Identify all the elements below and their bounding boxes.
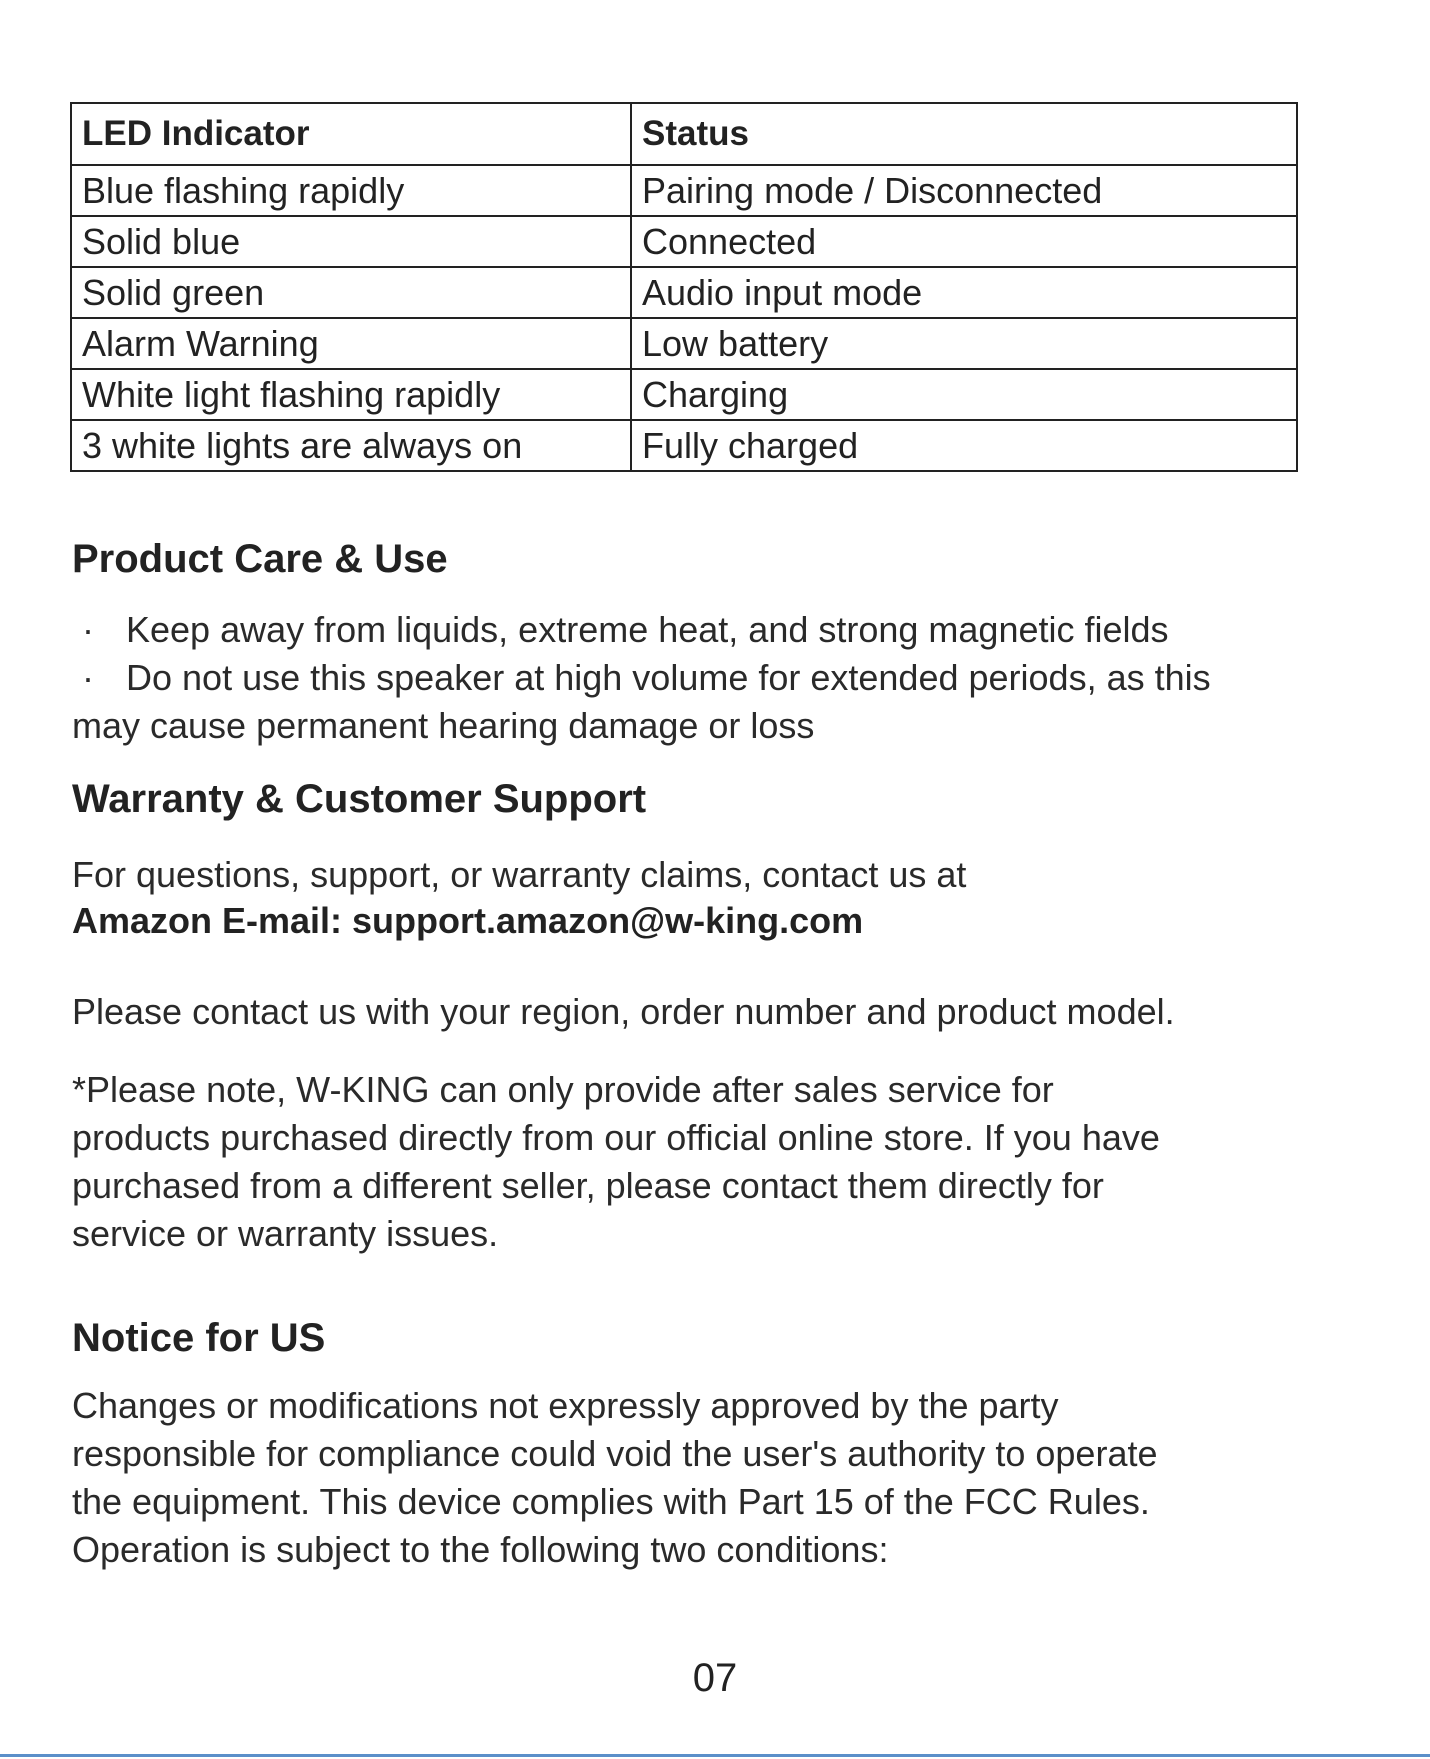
table-row <box>71 165 1297 216</box>
warranty-contact <box>72 852 1372 944</box>
status-cell: Audio input mode <box>631 267 1297 318</box>
warranty-heading: Warranty & Customer Support <box>72 777 647 821</box>
notice-line: Operation is subject to the following two conditions: <box>72 1529 889 1570</box>
led-indicator-cell: Alarm Warning <box>71 318 631 369</box>
bullet-icon: · <box>82 609 94 650</box>
led-indicator-table <box>70 102 1298 472</box>
status-cell: Fully charged <box>631 420 1297 471</box>
support-email: Amazon E-mail: support.amazon@w-king.com <box>72 900 864 941</box>
page-number: 07 <box>692 1656 738 1700</box>
table-row <box>71 318 1297 369</box>
contact-note: Please contact us with your region, order number and product model. <box>72 991 1175 1032</box>
product-care-heading: Product Care & Use <box>72 537 448 581</box>
table-row <box>71 267 1297 318</box>
status-cell: Pairing mode / Disconnected <box>631 165 1297 216</box>
bullet-text: Keep away from liquids, extreme heat, and strong magnetic fields <box>126 609 1169 650</box>
header-led-indicator: LED Indicator <box>71 103 631 165</box>
notice-line: responsible for compliance could void the user's authority to operate <box>72 1433 1158 1474</box>
bullet-continuation: may cause permanent hearing damage or loss <box>72 705 815 746</box>
notice-line: Changes or modifications not expressly approved by the party <box>72 1385 1059 1426</box>
bullet-text: Do not use this speaker at high volume for extended periods, as this <box>126 657 1211 698</box>
table-row <box>71 420 1297 471</box>
notice-heading: Notice for US <box>72 1316 326 1360</box>
product-care-list <box>72 606 1372 750</box>
led-indicator-cell: 3 white lights are always on <box>71 420 631 471</box>
table-row <box>71 216 1297 267</box>
notice-line: the equipment. This device complies with Part 15 of the FCC Rules. <box>72 1481 1150 1522</box>
note-line: purchased from a different seller, please contact them directly for <box>72 1165 1104 1206</box>
table-row <box>71 369 1297 420</box>
bottom-divider <box>0 1754 1430 1757</box>
list-item <box>72 654 1372 702</box>
list-item <box>72 606 1372 654</box>
led-indicator-cell: Solid green <box>71 267 631 318</box>
led-indicator-cell: Blue flashing rapidly <box>71 165 631 216</box>
notice-body <box>72 1382 1372 1574</box>
status-cell: Connected <box>631 216 1297 267</box>
status-cell: Charging <box>631 369 1297 420</box>
table-header-row <box>71 103 1297 165</box>
led-indicator-cell: Solid blue <box>71 216 631 267</box>
warranty-intro: For questions, support, or warranty claims, contact us at <box>72 854 967 895</box>
bullet-icon: · <box>82 657 94 698</box>
note-line: service or warranty issues. <box>72 1213 499 1254</box>
note-line: products purchased directly from our official online store. If you have <box>72 1117 1160 1158</box>
warranty-note <box>72 1066 1372 1258</box>
note-line: *Please note, W-KING can only provide after sales service for <box>72 1069 1054 1110</box>
led-indicator-cell: White light flashing rapidly <box>71 369 631 420</box>
header-status: Status <box>631 103 1297 165</box>
status-cell: Low battery <box>631 318 1297 369</box>
